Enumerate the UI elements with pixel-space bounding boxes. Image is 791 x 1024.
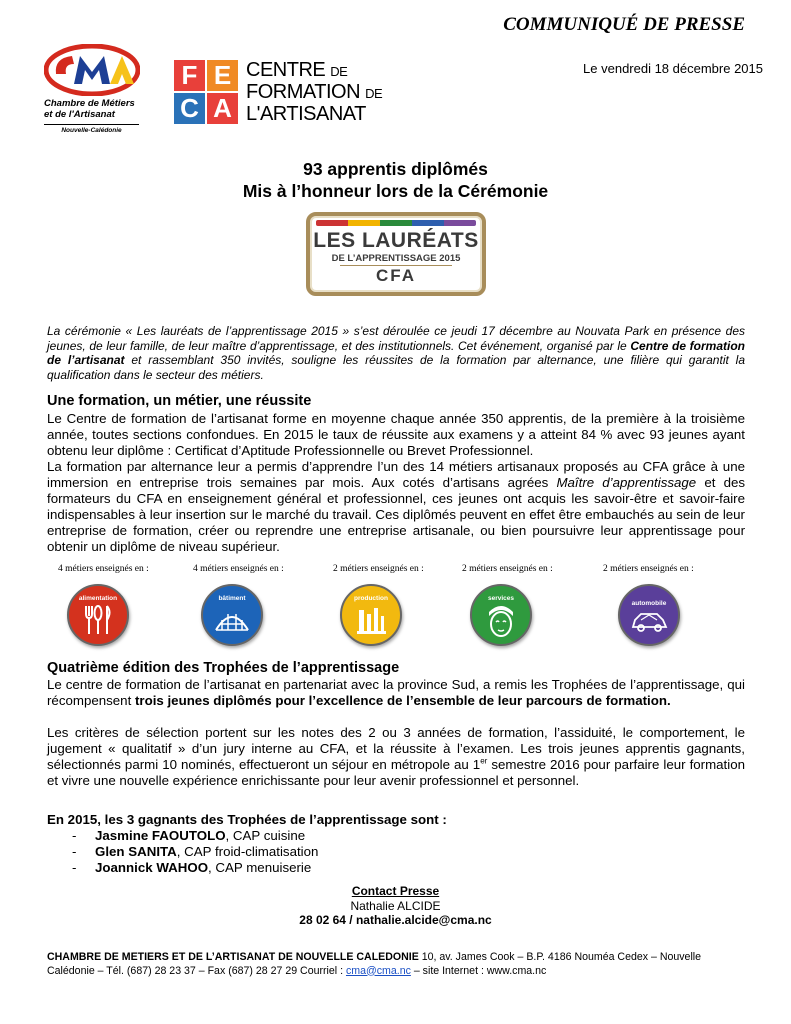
cfa-letter: A [207,93,238,124]
section1-para2-text: La formation par alternance leur a permis d’apprendre l’un des 14 métiers artisanaux proposés au CFA grâce à une immersion en entreprise trois semaines par mois. Aux cotés d’artisans agrées [47,459,745,490]
winner-diploma: , CAP froid-climatisation [176,844,319,859]
section1-paragraph1: Le Centre de formation de l’artisanat forme en moyenne chaque année 350 apprentis, de la première à la troisième année, toutes sections confondues. En 2015 le taux de réussite aux examens y a atteint 84 % avec 93 jeunes ayant obtenu leur diplôme : Certificat d’Aptitude Professionnelle ou Brevet Professionnel. [47,411,745,458]
winners-list [72,828,318,876]
cma-name-line1: Chambre de Métiers [44,98,135,109]
metier-label: 4 métiers enseignés en : [193,564,284,574]
intro-text-end: et rassemblant 350 invités, souligne les réussites de la formation par alternance, une filière qui garantit la qualification dans le secteur des métiers. [47,353,745,383]
cfa-letter: E [207,60,238,91]
metier-label: 2 métiers enseignés en : [333,564,424,574]
press-release-title: COMMUNIQUÉ DE PRESSE [503,14,745,35]
cfa-line2-small: DE [365,86,383,101]
press-contact [0,884,791,928]
badge-line2: DE L’APPRENTISSAGE 2015 [331,253,461,264]
winners-heading: En 2015, les 3 gagnants des Trophées de l’apprentissage sont : [47,812,447,827]
metier-label: 2 métiers enseignés en : [603,564,694,574]
section2-title: Quatrième édition des Trophées de l’apprentissage [47,660,400,676]
metier-name: alimentation [78,595,118,602]
metier-alimentation [67,584,129,646]
metier-label: 4 métiers enseignés en : [58,564,149,574]
list-dash: - [72,844,77,859]
winner-diploma: , CAP menuiserie [208,860,312,875]
list-item [72,844,318,860]
footer-site: – site Internet : www.cma.nc [410,964,547,977]
contact-phone-email: 28 02 64 / nathalie.alcide@cma.nc [299,913,492,927]
laureats-badge [306,212,486,296]
cma-name-line2: et de l'Artisanat [44,109,115,120]
cutlery-icon [81,604,115,636]
cfa-letter: C [174,93,205,124]
cfa-letter: F [174,60,205,91]
cfa-logo [174,60,382,125]
section1-title: Une formation, un métier, une réussite [47,393,312,409]
headline-line2: Mis à l’honneur lors de la Cérémonie [242,181,549,201]
winner-diploma: , CAP cuisine [225,828,306,843]
footer [47,951,747,978]
badge-color-bar [316,220,476,226]
winner-name: Glen SANITA [95,844,177,859]
section2-para2-text: Les critères de sélection portent sur les notes des 2 ou 3 années de formation, l’assiduité, le comportement, le jugement « qualitatif » d’un jury interne au CFA, et la réussite à l’examen. Les trois jeunes apprentis gagnants, sélectionnés parmi 10 nominés, effectueront un séjour en métropole au 1 [47,725,745,772]
car-icon [629,609,669,635]
cma-emblem-icon [44,44,140,96]
intro-paragraph [47,324,745,383]
section1-paragraph2 [47,459,745,555]
metier-name: bâtiment [218,595,246,602]
cfa-line3: L'ARTISANAT [246,103,366,125]
cfa-wordmark [246,60,382,125]
metier-name: automobile [631,600,667,607]
cfa-line2: FORMATION [246,81,361,103]
tools-icon [353,604,389,636]
list-dash: - [72,860,77,875]
list-item [72,860,318,876]
metier-name: services [487,595,515,602]
metier-services [470,584,532,646]
headline [0,158,791,202]
metier-batiment [201,584,263,646]
list-dash: - [72,828,77,843]
headline-line1: 93 apprentis diplômés [303,159,488,179]
cma-region: Nouvelle-Calédonie [44,124,139,134]
superscript: er [480,756,488,766]
section2-para1-bold: trois jeunes diplômés pour l’excellence de l’ensemble de leur parcours de formation. [134,693,671,708]
face-icon [483,604,519,638]
winner-name: Jasmine FAOUTOLO [95,828,226,843]
metier-name: production [354,595,388,602]
section2-paragraph1 [47,677,745,709]
section2-para2-text-end: semestre 2016 pour parfaire leur formation et vivre une nouvelle expérience enrichissante pour leur avenir professionnel et personnel. [47,757,745,788]
contact-title: Contact Presse [351,884,440,898]
footer-email-link[interactable]: cma@cma.nc [345,964,411,977]
winner-name: Joannick WAHOO [95,860,209,875]
badge-line1: LES LAURÉATS [313,229,479,252]
section2-para1-text: Le centre de formation de l’artisanat en partenariat avec la province Sud, a remis les Trophées de l’apprentissage, qui récompensent [47,677,745,708]
section1-para2-text-end: et des formateurs du CFA en enseignement général et professionnel, ces jeunes ont acquis les savoir-être et savoir-faire indispensables à leur insertion sur le marché du travail. Ces diplômés peuvent en effet être embauchés au sein de leur entreprise de formation, créer ou reprendre une entreprise artisanale, ou bien poursuivre leur apprentissage pour obtenir un diplôme de niveau supérieur. [47,475,746,554]
release-date: Le vendredi 18 décembre 2015 [583,61,763,76]
cfa-line1: CENTRE [246,59,326,81]
list-item [72,828,318,844]
footer-org: CHAMBRE DE METIERS ET DE L’ARTISANAT DE NOUVELLE CALEDONIE [47,951,419,963]
contact-name: Nathalie ALCIDE [350,898,441,913]
footer-address: 10, av. James Cook – B.P. 4186 Nouméa Cedex – Nouvelle Calédonie – Tél. (687) 28 23 37 – Fax (687) 28 27 29 Courriel : [47,951,702,977]
section2-paragraph2 [47,725,745,789]
section1-para2-italic: Maître d’apprentissage [556,475,697,490]
cfa-line1-small: DE [330,64,348,79]
metier-label: 2 métiers enseignés en : [462,564,553,574]
metier-production [340,584,402,646]
cfa-letter-grid [174,60,238,124]
intro-bold: Centre de formation de l’artisanat [47,338,745,368]
building-icon [212,604,252,636]
cma-logo [44,44,144,134]
intro-text: La cérémonie « Les lauréats de l’apprentissage 2015 » s’est déroulée ce jeudi 17 décembre au Nouvata Park en présence des jeunes, de leur famille, de leur maître d’apprentissage, et des institutionnels. Cet événement, organisé par le [47,324,745,353]
badge-line3: CFA [340,265,452,286]
metier-automobile [618,584,680,646]
